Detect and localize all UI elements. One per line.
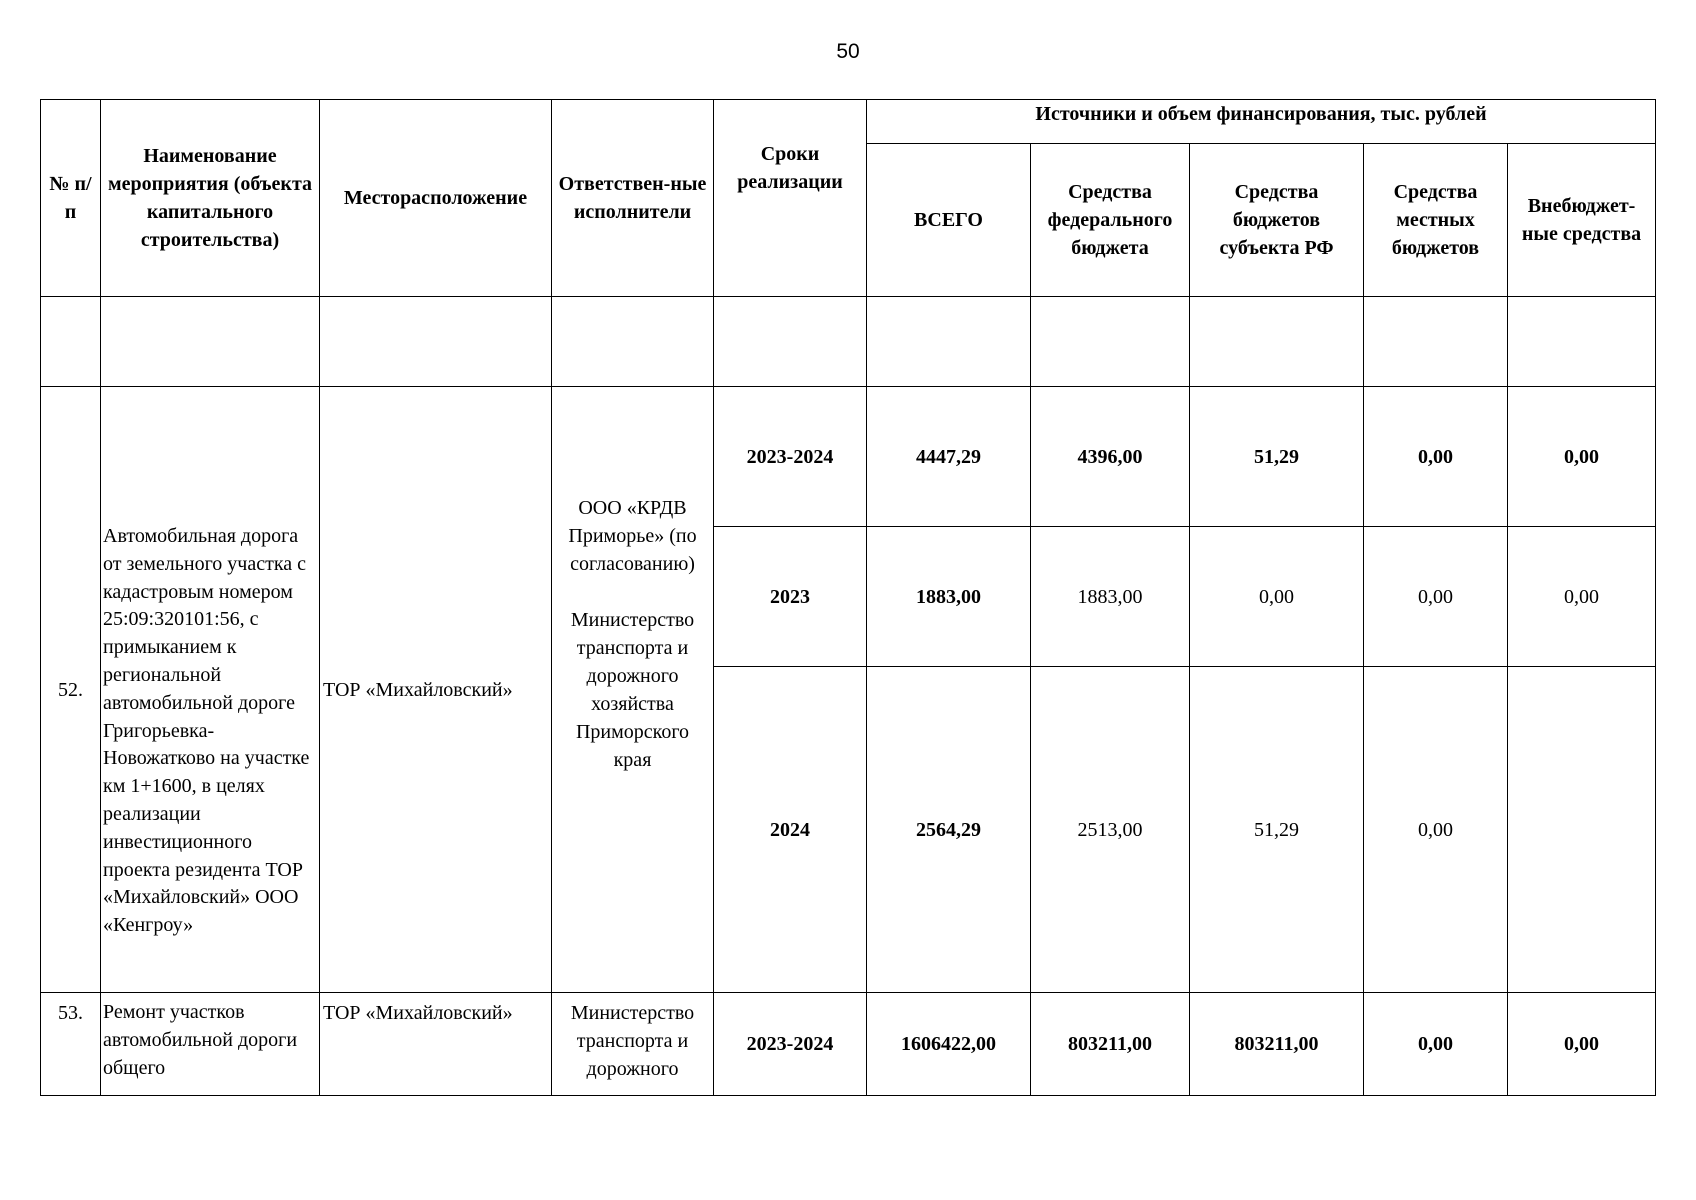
value-extra: 0,00 bbox=[1508, 387, 1656, 527]
table-row bbox=[41, 993, 1656, 1096]
responsible bbox=[552, 387, 714, 993]
value-regional: 51,29 bbox=[1190, 667, 1364, 993]
location: ТОР «Михайловский» bbox=[320, 387, 552, 993]
value-federal: 4396,00 bbox=[1031, 387, 1190, 527]
value-federal: 803211,00 bbox=[1031, 993, 1190, 1096]
value-federal: 1883,00 bbox=[1031, 527, 1190, 667]
header-total: ВСЕГО bbox=[867, 144, 1031, 297]
page-number: 50 bbox=[836, 40, 860, 63]
table-row bbox=[41, 387, 1656, 527]
period: 2023-2024 bbox=[714, 993, 867, 1096]
value-total: 4447,29 bbox=[867, 387, 1031, 527]
value-local: 0,00 bbox=[1364, 387, 1508, 527]
value-total: 1883,00 bbox=[867, 527, 1031, 667]
header-regional: Средства бюджетов субъекта РФ bbox=[1190, 144, 1364, 297]
value-regional: 0,00 bbox=[1190, 527, 1364, 667]
value-extra bbox=[1508, 667, 1656, 993]
header-period: Сроки реализации bbox=[714, 100, 867, 297]
header-location: Месторасположение bbox=[320, 100, 552, 297]
event-name bbox=[101, 387, 320, 993]
header-funding-group: Источники и объем финансирования, тыс. рублей bbox=[867, 100, 1656, 144]
responsible-1: ООО «КРДВ Приморье» (по согласованию) bbox=[568, 496, 697, 575]
header-local: Средства местных бюджетов bbox=[1364, 144, 1508, 297]
value-local: 0,00 bbox=[1364, 667, 1508, 993]
value-extra: 0,00 bbox=[1508, 993, 1656, 1096]
event-name-text: Автомобильная дорога от земельного участка с кадастровым номером 25:09:320101:56, с примыканием к региональной автомобильной дороге Григорьевка-Новожатково на участке км 1+1600, в целях реализации инвестиционного проекта резидента ТОР «Михайловский» ООО «Кенгроу» bbox=[103, 525, 310, 937]
value-total: 2564,29 bbox=[867, 667, 1031, 993]
header-num: № п/п bbox=[41, 100, 101, 297]
value-regional: 803211,00 bbox=[1190, 993, 1364, 1096]
row-number: 53. bbox=[41, 993, 101, 1096]
value-regional: 51,29 bbox=[1190, 387, 1364, 527]
header-federal: Средства федерального бюджета bbox=[1031, 144, 1190, 297]
row-number: 52. bbox=[41, 387, 101, 993]
value-local: 0,00 bbox=[1364, 527, 1508, 667]
event-name: Ремонт участков автомобильной дороги общего bbox=[101, 993, 320, 1096]
header-extra: Внебюджет-ные средства bbox=[1508, 144, 1656, 297]
period: 2023 bbox=[714, 527, 867, 667]
responsible-2: Министерство транспорта и дорожного хозяйства Приморского края bbox=[570, 608, 695, 771]
value-total: 1606422,00 bbox=[867, 993, 1031, 1096]
funding-table bbox=[40, 99, 1656, 1096]
empty-row bbox=[41, 297, 1656, 387]
header-responsible: Ответствен-ные исполнители bbox=[552, 100, 714, 297]
responsible: Министерство транспорта и дорожного bbox=[552, 993, 714, 1096]
header-name: Наименование мероприятия (объекта капитального строительства) bbox=[101, 100, 320, 297]
period: 2024 bbox=[714, 667, 867, 993]
period: 2023-2024 bbox=[714, 387, 867, 527]
location: ТОР «Михайловский» bbox=[320, 993, 552, 1096]
value-extra: 0,00 bbox=[1508, 527, 1656, 667]
value-local: 0,00 bbox=[1364, 993, 1508, 1096]
value-federal: 2513,00 bbox=[1031, 667, 1190, 993]
